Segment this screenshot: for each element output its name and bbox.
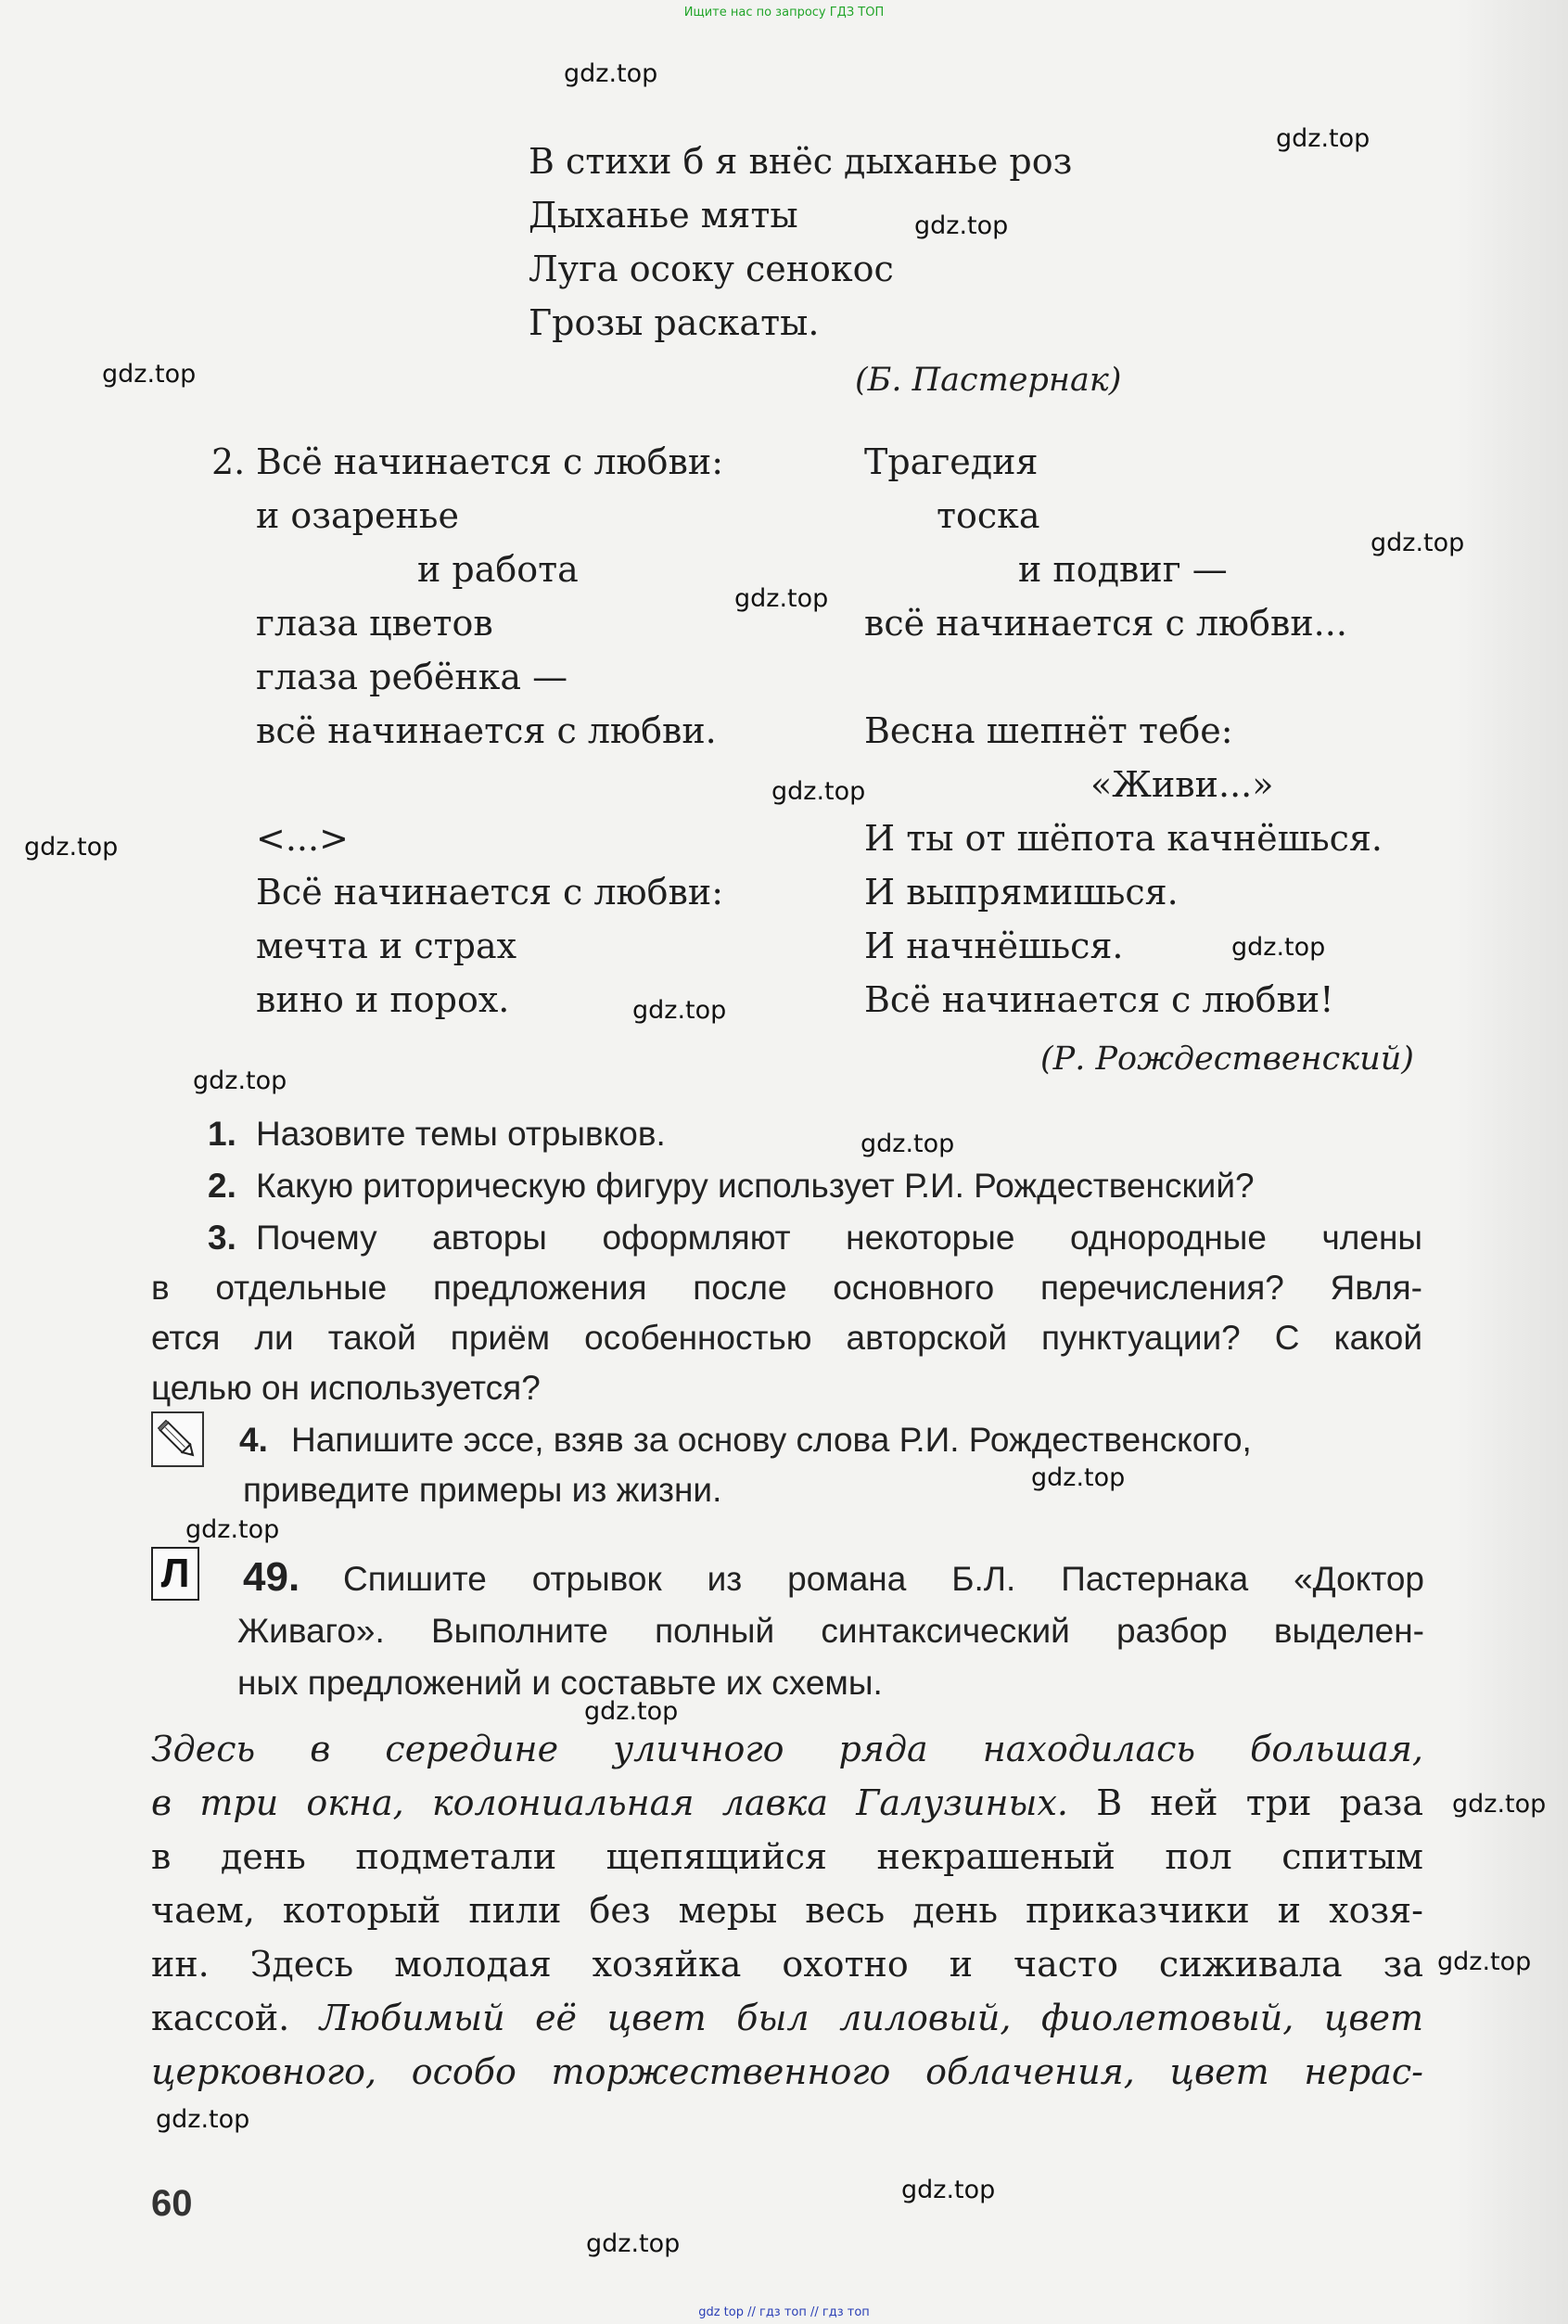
watermark: gdz.top (1437, 1947, 1532, 1976)
watermark: gdz.top (564, 59, 658, 88)
watermark: gdz.top (185, 1515, 280, 1544)
watermark: gdz.top (632, 996, 727, 1025)
watermark: gdz.top (1031, 1463, 1126, 1492)
question-1-number: 1. (208, 1115, 236, 1153)
poem2-right-line-8: И выпрямишься. (864, 872, 1179, 913)
excerpt-line-2-rest: В ней три раза (1068, 1782, 1423, 1823)
poem2-left-line-10: вино и порох. (256, 979, 510, 1020)
question-3-number: 3. (208, 1219, 236, 1257)
question-3-line-3: ется ли такой приём особенностью авторской пунктуации? С какой (151, 1319, 1422, 1357)
watermark: gdz.top (584, 1697, 679, 1726)
excerpt-line-6-italic: Любимый её цвет был лиловый, фиолетовый, цвет (319, 1998, 1423, 2038)
watermark: gdz.top (860, 1130, 955, 1158)
page-number: 60 (151, 2183, 193, 2224)
poem2-right-line-2: тоска (937, 495, 1040, 536)
watermark: gdz.top (914, 211, 1009, 240)
bottom-banner[interactable]: gdz top // гдз топ // гдз топ (698, 2305, 870, 2319)
poem2-right-line-6: «Живи...» (1090, 764, 1274, 805)
poem2-right-line-9: И начнёшься. (864, 926, 1124, 966)
pencil-icon (151, 1411, 204, 1467)
question-4-line-1: Напишите эссе, взяв за основу слова Р.И. Рождественского, (291, 1421, 1252, 1459)
poem2-right-line-4: всё начинается с любви... (864, 603, 1347, 644)
poem2-number: 2. (211, 441, 246, 482)
poem2-left-line-2: и озаренье (256, 495, 459, 536)
poem2-right-line-5: Весна шепнёт тебе: (864, 710, 1233, 751)
watermark: gdz.top (1276, 124, 1370, 153)
poem2-left-line-3: и работа (417, 549, 579, 590)
watermark: gdz.top (1452, 1790, 1547, 1819)
poem2-left-line-1: Всё начинается с любви: (256, 441, 724, 482)
task-49-line-2: Живаго». Выполните полный синтаксический разбор выделен- (237, 1612, 1424, 1650)
poem2-left-line-6: всё начинается с любви. (256, 710, 717, 751)
excerpt-line-5: ин. Здесь молодая хозяйка охотно и часто сиживала за (151, 1944, 1423, 1985)
poem2-left-line-9: мечта и страх (256, 926, 517, 966)
watermark: gdz.top (586, 2229, 681, 2258)
question-1-text: Назовите темы отрывков. (256, 1115, 666, 1153)
question-3-line-1: Почему авторы оформляют некоторые однородные члены (256, 1219, 1422, 1257)
excerpt-line-2-italic: в три окна, колониальная лавка Галузиных. (151, 1782, 1068, 1823)
question-4-number: 4. (239, 1421, 268, 1459)
watermark: gdz.top (193, 1066, 287, 1095)
poem1-author: (Б. Пастернак) (855, 362, 1122, 399)
poem2-right-line-3: и подвиг — (1018, 549, 1228, 590)
poem2-left-line-4: глаза цветов (256, 603, 493, 644)
watermark: gdz.top (24, 833, 119, 862)
poem2-left-line-7: <...> (256, 818, 349, 859)
watermark: gdz.top (1370, 529, 1465, 557)
poem1-line-4: Грозы раскаты. (529, 302, 820, 343)
excerpt-line-6 (151, 1998, 1423, 2038)
watermark: gdz.top (734, 584, 829, 613)
poem1-line-1: В стихи б я внёс дыханье роз (529, 141, 1073, 182)
task-49-line-3: ных предложений и составьте их схемы. (237, 1664, 883, 1702)
watermark: gdz.top (156, 2105, 250, 2134)
l-badge: Л (151, 1547, 199, 1601)
question-4-line-2: приведите примеры из жизни. (243, 1471, 722, 1509)
question-3-line-4: целью он используется? (151, 1369, 541, 1407)
excerpt-line-2 (151, 1782, 1423, 1823)
question-3-line-2: в отдельные предложения после основного перечисления? Явля- (151, 1269, 1422, 1307)
excerpt-line-3: в день подметали щепящийся некрашеный пол спитым (151, 1836, 1423, 1877)
question-2-text: Какую риторическую фигуру использует Р.И. Рождественский? (256, 1167, 1255, 1205)
excerpt-line-4: чаем, который пили без меры весь день приказчики и хозя- (151, 1890, 1423, 1931)
excerpt-line-6-plain: кассой. (151, 1998, 320, 2038)
poem1-line-3: Луга осоку сенокос (529, 249, 894, 289)
poem1-line-2: Дыханье мяты (529, 195, 798, 236)
task-49-line-1: Спишите отрывок из романа Б.Л. Пастернака «Доктор (343, 1560, 1424, 1598)
top-banner[interactable]: Ищите нас по запросу ГДЗ ТОП (683, 6, 885, 19)
watermark: gdz.top (771, 777, 866, 806)
task-49-number: 49. (243, 1554, 300, 1600)
poem2-left-line-8: Всё начинается с любви: (256, 872, 724, 913)
excerpt-line-7: церковного, особо торжественного облачения, цвет нерас- (151, 2051, 1423, 2092)
excerpt-line-1: Здесь в середине уличного ряда находилась большая, (151, 1729, 1423, 1769)
poem2-author: (Р. Рождественский) (1040, 1041, 1414, 1078)
poem2-right-line-7: И ты от шёпота качнёшься. (864, 818, 1383, 859)
poem2-right-line-1: Трагедия (864, 441, 1039, 482)
watermark: gdz.top (102, 360, 197, 389)
poem2-left-line-5: глаза ребёнка — (256, 657, 568, 697)
poem2-right-line-10: Всё начинается с любви! (864, 979, 1334, 1020)
question-2-number: 2. (208, 1167, 236, 1205)
watermark: gdz.top (901, 2176, 996, 2204)
watermark: gdz.top (1231, 933, 1326, 962)
